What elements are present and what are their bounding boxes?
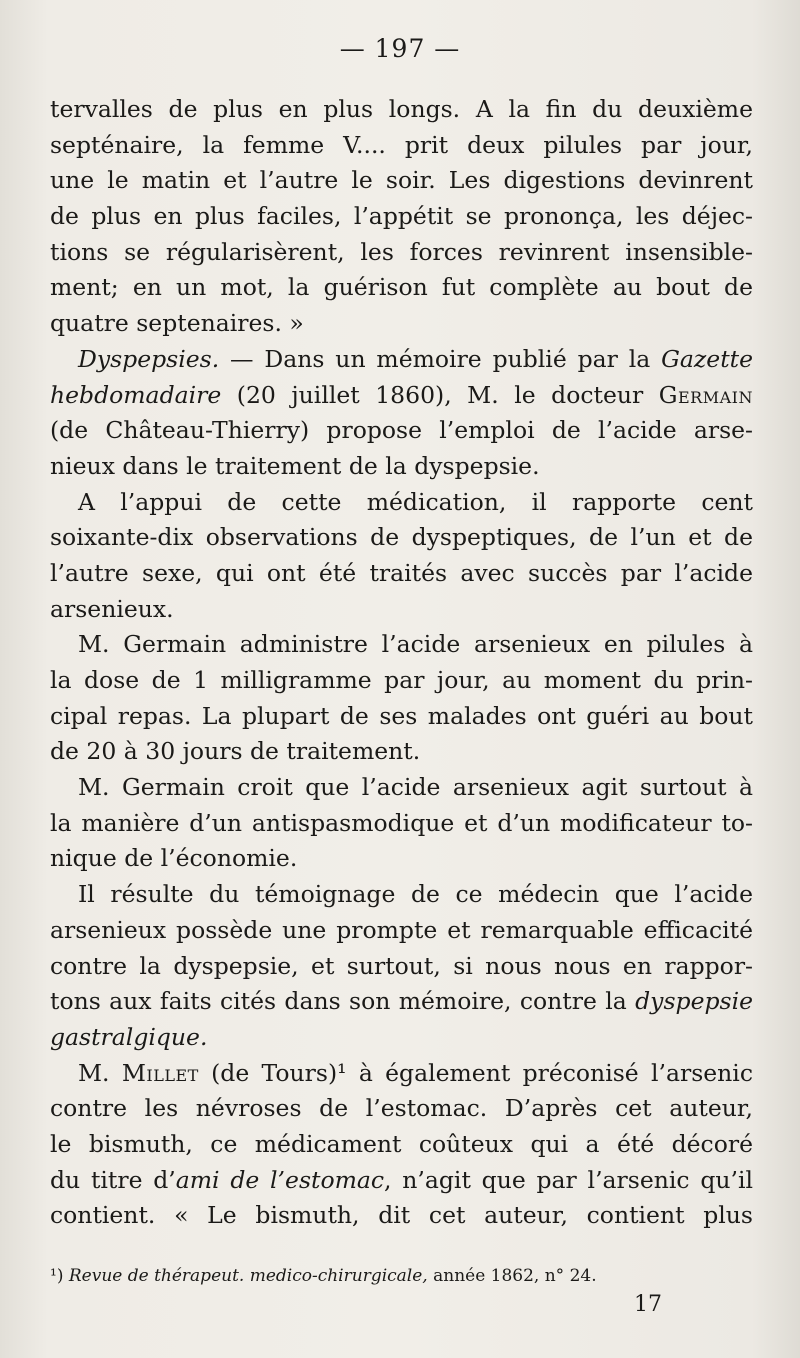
text-line: (de Château-Thierry) propose l’emploi de l’acide arse- [50, 416, 753, 445]
footnote-marker: ¹) [50, 1266, 64, 1286]
text-line: l’autre sexe, qui ont été traités avec succès par l’acide [50, 558, 753, 587]
text-line: la dose de 1 milligramme par jour, au moment du prin- [50, 666, 753, 694]
body-text [50, 92, 753, 1234]
text-line: cipal repas. La plupart de ses malades ont guéri au bout [50, 701, 753, 730]
text-line: Il résulte du témoignage de ce médecin que l’acide [78, 880, 753, 909]
text-line: nique de l’économie. [50, 844, 298, 873]
text-line: de plus en plus faciles, l’appétit se prononça, les déjec- [50, 202, 753, 231]
text-line: contre les névroses de l’estomac. D’après cet auteur, [50, 1094, 753, 1123]
text-line: M. Millet (de Tours)¹ à également préconisé l’arsenic [78, 1058, 753, 1087]
text-line: arsenieux. [50, 594, 174, 623]
footnote-source: Revue de thérapeut. medico-chirurgicale, [68, 1266, 428, 1286]
text-line: gastralgique. [50, 1022, 208, 1051]
text-line: le bismuth, ce médicament coûteux qui a été décoré [50, 1129, 753, 1158]
text-line: A l’appui de cette médication, il rapporte cent [78, 487, 753, 516]
text-line: quatre septenaires. » [50, 309, 304, 338]
signature-mark: 17 [634, 1292, 662, 1317]
text-line: du titre d’ami de l’estomac, n’agit que par l’arsenic qu’il [50, 1165, 753, 1194]
text-line: arsenieux possède une prompte et remarquable efficacité [50, 915, 753, 944]
text-line: la manière d’un antispasmodique et d’un modificateur to- [50, 808, 753, 837]
footnote [50, 1266, 753, 1286]
footnote-detail: année 1862, n° 24. [433, 1266, 597, 1286]
text-line: une le matin et l’autre le soir. Les digestions devinrent [50, 166, 753, 195]
text-line: tervalles de plus en plus longs. A la fin du deuxième [50, 95, 753, 123]
text-line: M. Germain administre l’acide arsenieux en pilules à [78, 630, 753, 659]
text-line: soixante-dix observations de dyspeptiques, de l’un et de [50, 523, 753, 552]
text-line: septénaire, la femme V.... prit deux pilules par jour, [50, 130, 753, 159]
text-line: nieux dans le traitement de la dyspepsie. [50, 451, 540, 480]
page-number: — 197 — [339, 34, 461, 63]
text-line: tons aux faits cités dans son mémoire, contre la dyspepsie [50, 987, 753, 1016]
text-line: contient. « Le bismuth, dit cet auteur, contient plus [50, 1201, 753, 1230]
text-line: hebdomadaire (20 juillet 1860), M. le docteur Germain [50, 380, 753, 409]
text-line: Dyspepsies. — Dans un mémoire publié par la Gazette [78, 344, 753, 373]
text-line: de 20 à 30 jours de traitement. [50, 737, 421, 766]
text-line: contre la dyspepsie, et surtout, si nous nous en rappor- [50, 951, 753, 980]
text-line: ment; en un mot, la guérison fut complète au bout de [50, 273, 753, 302]
text-line: M. Germain croit que l’acide arsenieux agit surtout à [78, 773, 753, 802]
text-line: tions se régularisèrent, les forces revinrent insensible- [50, 237, 753, 266]
